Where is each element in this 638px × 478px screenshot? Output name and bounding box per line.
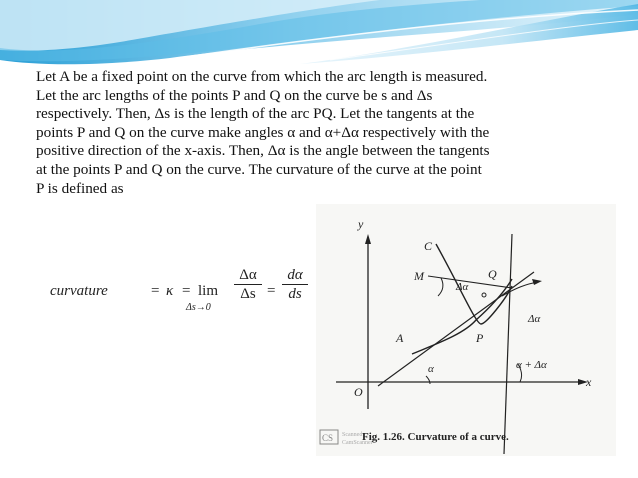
formula-lhs: curvature xyxy=(50,283,108,299)
paragraph-line: positive direction of the x-axis. Then, Δα is the angle between the tangents xyxy=(36,142,490,160)
paragraph-line: points P and Q on the curve make angles α and α+Δα respectively with the xyxy=(36,123,490,141)
figure-caption: Fig. 1.26. Curvature of a curve. xyxy=(362,431,509,443)
camscanner-badge: CS xyxy=(322,433,334,443)
delta-alpha-right-label: Δα xyxy=(528,313,541,325)
limit-operator: lim xyxy=(198,283,219,299)
fraction-d-alpha-over-ds xyxy=(282,266,308,303)
definition-paragraph xyxy=(36,68,626,198)
point-m-label: M xyxy=(414,269,424,283)
fraction-delta-alpha-over-delta-s xyxy=(234,266,262,303)
limit-subscript: Δs→0 xyxy=(186,302,211,313)
axis-x-label: x xyxy=(586,375,592,389)
fraction-numerator: Δα xyxy=(234,266,262,285)
paragraph-line: at the points P and Q on the curve. The curvature of the curve at the point xyxy=(36,160,482,178)
watermark-line1: Scanned xyxy=(342,432,363,438)
fraction-denominator: Δs xyxy=(240,286,256,302)
paragraph-line: respectively. Then, Δs is the length of the arc PQ. Let the tangents at the xyxy=(36,105,475,123)
watermark-line2: CamScanner xyxy=(342,440,373,446)
paragraph-line: Let A be a fixed point on the curve from which the arc length is measured. xyxy=(36,68,488,85)
equals-sign: = xyxy=(151,283,160,299)
kappa-symbol: κ xyxy=(166,283,174,299)
equals-sign: = xyxy=(182,283,191,299)
curvature-formula xyxy=(50,266,310,316)
alpha-label: α xyxy=(428,363,434,375)
origin-label: O xyxy=(354,385,363,399)
point-p-label: P xyxy=(476,331,484,345)
axis-y-label: y xyxy=(358,217,364,231)
fraction-denominator: ds xyxy=(288,286,302,302)
equals-sign: = xyxy=(267,283,276,299)
curvature-figure xyxy=(316,204,616,456)
figure-background xyxy=(316,204,616,456)
alpha-plus-delta-label: α + Δα xyxy=(516,359,547,371)
fraction-numerator: dα xyxy=(282,266,308,285)
paragraph-line: Let the arc lengths of the points P and Q on the curve be s and Δs xyxy=(36,86,433,104)
point-q-label: Q xyxy=(488,267,497,281)
header-banner xyxy=(0,0,638,70)
point-a-label: A xyxy=(396,331,404,345)
delta-alpha-label: Δα xyxy=(456,281,469,293)
point-c-label: C xyxy=(424,239,433,253)
paragraph-line: P is defined as xyxy=(36,179,124,197)
